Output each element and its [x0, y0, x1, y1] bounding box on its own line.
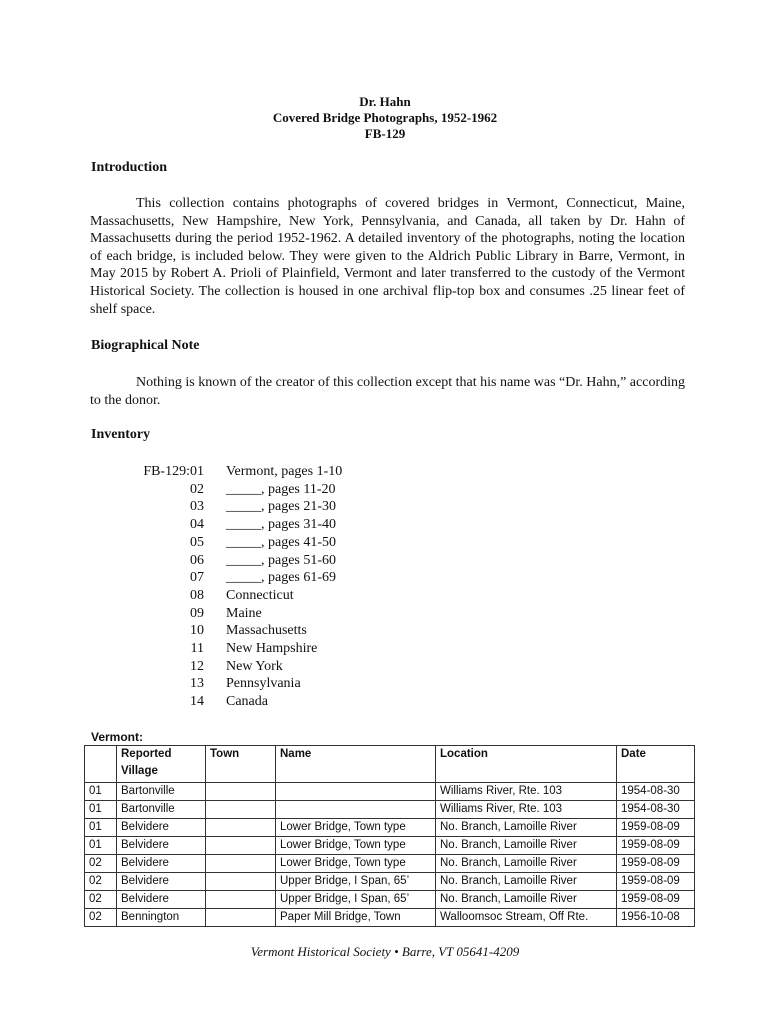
- table-row: [85, 783, 695, 801]
- cell-town: [206, 819, 276, 837]
- table-row: [85, 855, 695, 873]
- inventory-item: [138, 640, 342, 658]
- cell-location: Williams River, Rte. 103: [436, 801, 617, 819]
- cell-date: 1959-08-09: [617, 873, 695, 891]
- introduction-text: This collection contains photographs of covered bridges in Vermont, Connecticut, Maine, Massachusetts, New Hampshire, New York, Pennsylvania, and Canada, all taken by Dr. Hahn of Massachusetts during the period 1952-1962. A detailed inventory of the photographs, noting the location of each bridge, is included below. They were given to the Aldrich Public Library in Barre, Vermont, in May 2015 by Robert A. Prioli of Plainfield, Vermont and later transferred to the custody of the Vermont Historical Society. The collection is housed in one archival flip-top box and consumes .25 linear feet of shelf space.: [90, 196, 685, 317]
- inventory-description: Connecticut: [226, 587, 294, 603]
- cell-name: [276, 783, 436, 801]
- inventory-code: FB-129:01: [143, 464, 204, 479]
- biographical-heading: Biographical Note: [91, 338, 200, 353]
- inventory-description: Canada: [226, 694, 268, 710]
- inventory-description: _____, pages 21-30: [226, 499, 337, 515]
- cell-number: 01: [85, 801, 117, 819]
- cell-number: 01: [85, 819, 117, 837]
- inventory-code: 12: [190, 658, 204, 674]
- table-label: Vermont:: [91, 730, 144, 744]
- inventory-description: Massachusetts: [226, 623, 307, 639]
- cell-name: Lower Bridge, Town type: [276, 837, 436, 855]
- cell-date: 1959-08-09: [617, 891, 695, 909]
- header-cell-number: [85, 746, 117, 783]
- table-row: [85, 891, 695, 909]
- table-row: [85, 837, 695, 855]
- cell-town: [206, 837, 276, 855]
- cell-name: Lower Bridge, Town type: [276, 819, 436, 837]
- inventory-heading: Inventory: [91, 427, 151, 442]
- cell-village: Bartonville: [117, 783, 206, 801]
- cell-town: [206, 783, 276, 801]
- cell-town: [206, 801, 276, 819]
- cell-village: Bennington: [117, 909, 206, 927]
- table-header-row: [85, 746, 695, 783]
- inventory-code: 02: [190, 481, 204, 497]
- table-row: [85, 801, 695, 819]
- inventory-code: 13: [190, 676, 204, 692]
- inventory-item: [138, 516, 342, 534]
- cell-number: 02: [85, 873, 117, 891]
- inventory-description: _____, pages 61-69: [226, 570, 337, 586]
- cell-location: No. Branch, Lamoille River: [436, 873, 617, 891]
- cell-location: Walloomsoc Stream, Off Rte.: [436, 909, 617, 927]
- inventory-description: _____, pages 41-50: [226, 534, 337, 550]
- cell-number: 02: [85, 909, 117, 927]
- inventory-item: [138, 605, 342, 623]
- header-cell-location: Location: [436, 746, 617, 783]
- inventory-description: Maine: [226, 605, 262, 621]
- cell-name: Lower Bridge, Town type: [276, 855, 436, 873]
- inventory-code: 05: [190, 534, 204, 550]
- author-name: Dr. Hahn: [359, 94, 411, 109]
- inventory-item: [138, 481, 342, 499]
- cell-name: Paper Mill Bridge, Town: [276, 909, 436, 927]
- cell-village: Belvidere: [117, 855, 206, 873]
- cell-date: 1956-10-08: [617, 909, 695, 927]
- cell-name: [276, 801, 436, 819]
- inventory-description: Pennsylvania: [226, 676, 301, 692]
- biographical-section: [90, 374, 685, 409]
- inventory-list: [138, 463, 342, 711]
- cell-town: [206, 891, 276, 909]
- cell-date: 1959-08-09: [617, 837, 695, 855]
- cell-location: Williams River, Rte. 103: [436, 783, 617, 801]
- table-row: [85, 819, 695, 837]
- cell-village: Belvidere: [117, 873, 206, 891]
- cell-village: Belvidere: [117, 891, 206, 909]
- inventory-code: 09: [190, 605, 204, 621]
- inventory-description: Vermont, pages 1-10: [226, 464, 343, 479]
- cell-number: 02: [85, 891, 117, 909]
- inventory-item: [138, 622, 342, 640]
- inventory-code: 10: [190, 623, 204, 639]
- inventory-code: 06: [190, 552, 204, 568]
- inventory-item: [138, 552, 342, 570]
- footer-separator: •: [394, 944, 399, 959]
- table-row: [85, 909, 695, 927]
- cell-name: Upper Bridge, I Span, 65’: [276, 891, 436, 909]
- inventory-item: [138, 693, 342, 711]
- collection-title: Covered Bridge Photographs, 1952-1962: [272, 110, 498, 125]
- inventory-item: [138, 658, 342, 676]
- inventory-description: New York: [226, 658, 283, 674]
- introduction-heading: Introduction: [91, 160, 167, 175]
- inventory-code: 04: [190, 517, 204, 533]
- table-row: [85, 873, 695, 891]
- cell-town: [206, 873, 276, 891]
- cell-village: Bartonville: [117, 801, 206, 819]
- page-footer: [0, 944, 770, 960]
- footer-address: Barre, VT 05641-4209: [401, 944, 520, 959]
- cell-number: 01: [85, 783, 117, 801]
- header-cell-name: Name: [276, 746, 436, 783]
- inventory-description: New Hampshire: [226, 641, 318, 657]
- cell-location: No. Branch, Lamoille River: [436, 819, 617, 837]
- inventory-code: 08: [190, 587, 204, 603]
- inventory-item: [138, 675, 342, 693]
- cell-location: No. Branch, Lamoille River: [436, 837, 617, 855]
- table-body: [85, 783, 695, 927]
- cell-location: No. Branch, Lamoille River: [436, 891, 617, 909]
- introduction-section: [90, 195, 685, 318]
- header-cell-reported-village: Reported Village: [117, 746, 206, 783]
- cell-village: Belvidere: [117, 819, 206, 837]
- inventory-description: _____, pages 31-40: [226, 517, 337, 533]
- inventory-item: [138, 587, 342, 605]
- inventory-description: _____, pages 11-20: [226, 481, 336, 497]
- inventory-description: _____, pages 51-60: [226, 552, 337, 568]
- cell-location: No. Branch, Lamoille River: [436, 855, 617, 873]
- cell-town: [206, 855, 276, 873]
- cell-date: 1959-08-09: [617, 855, 695, 873]
- header-cell-town: Town: [206, 746, 276, 783]
- cell-date: 1954-08-30: [617, 801, 695, 819]
- cell-date: 1954-08-30: [617, 783, 695, 801]
- biographical-text: Nothing is known of the creator of this collection except that his name was “Dr. Hahn,” according to the donor.: [90, 375, 685, 408]
- cell-village: Belvidere: [117, 837, 206, 855]
- inventory-item: [138, 569, 342, 587]
- cell-town: [206, 909, 276, 927]
- header-cell-date: Date: [617, 746, 695, 783]
- inventory-code: 03: [190, 499, 204, 515]
- cell-name: Upper Bridge, I Span, 65’: [276, 873, 436, 891]
- inventory-item: [138, 463, 342, 481]
- footer-organization: Vermont Historical Society: [250, 944, 391, 959]
- inventory-code: 11: [190, 641, 204, 657]
- inventory-code: 14: [190, 694, 204, 710]
- vermont-table: [84, 745, 695, 927]
- inventory-item: [138, 534, 342, 552]
- collection-code: FB-129: [364, 126, 406, 141]
- cell-date: 1959-08-09: [617, 819, 695, 837]
- document-header: [0, 94, 770, 142]
- cell-number: 01: [85, 837, 117, 855]
- inventory-code: 07: [190, 570, 204, 586]
- inventory-item: [138, 498, 342, 516]
- cell-number: 02: [85, 855, 117, 873]
